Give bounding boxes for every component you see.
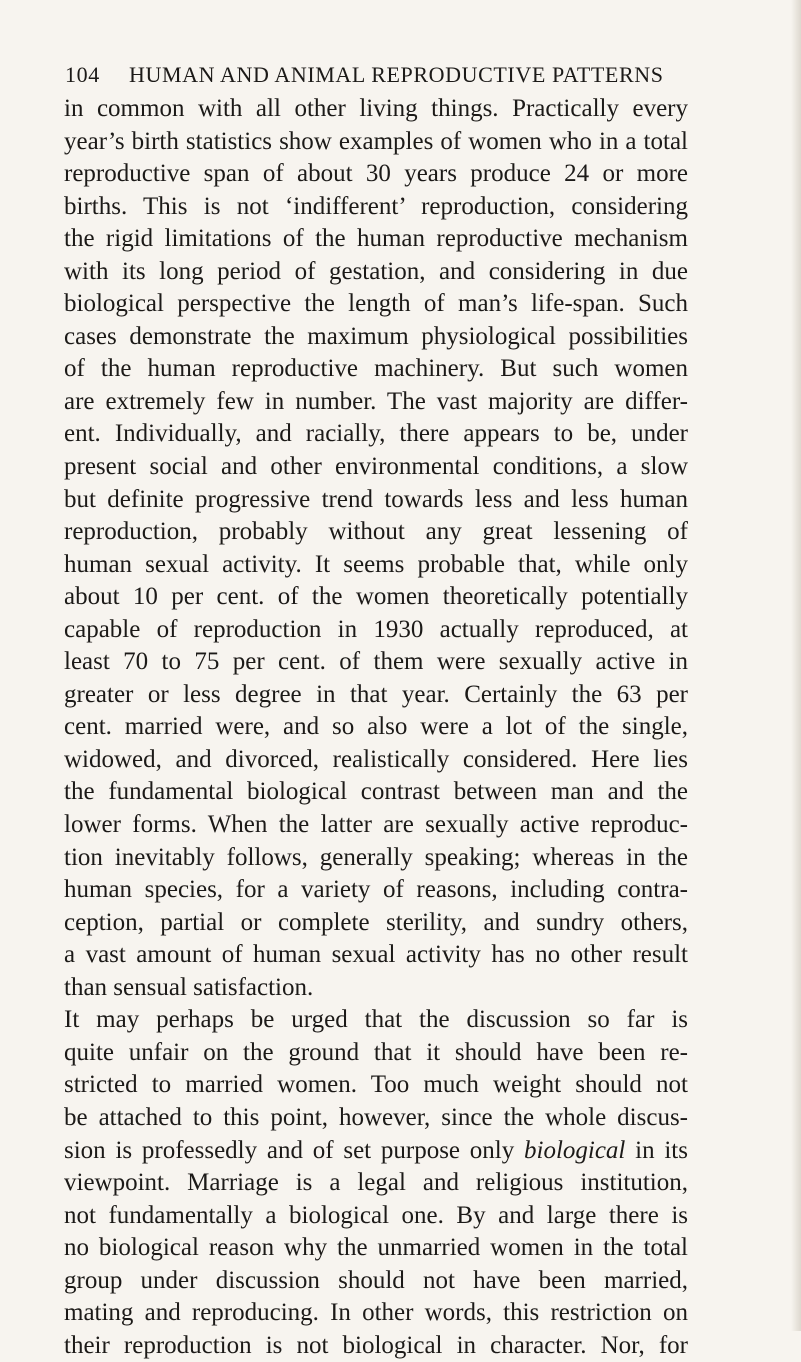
text-segment: in its — [635, 1136, 688, 1164]
text-line: ent. Individually, and racially, there appears to be, under — [64, 420, 688, 448]
text-line: cases demonstrate the maximum physiological possibilities — [64, 322, 688, 350]
body-text — [64, 93, 688, 1362]
text-line: a vast amount of human sexual activity has no other result — [64, 941, 688, 969]
text-line: greater or less degree in that year. Certainly the 63 per — [64, 680, 688, 708]
text-line-paragraph-end: than sensual satisfaction. — [64, 973, 314, 1001]
text-line: biological perspective the length of man’s life-span. Such — [64, 290, 688, 318]
text-line: viewpoint. Marriage is a legal and religious institution, — [64, 1169, 688, 1197]
text-line: stricted to married women. Too much weight should not — [64, 1071, 688, 1099]
text-line: in common with all other living things. Practically every — [64, 95, 688, 122]
text-line: the fundamental biological contrast between man and the — [64, 778, 688, 806]
text-line: but definite progressive trend towards less and less human — [64, 485, 688, 513]
text-line: group under discussion should not have been married, — [64, 1266, 688, 1294]
text-line: widowed, and divorced, realistically considered. Here lies — [64, 745, 688, 773]
text-line: capable of reproduction in 1930 actually reproduced, at — [64, 615, 688, 643]
italic-word: biological — [524, 1136, 626, 1164]
text-line: with its long period of gestation, and considering in due — [64, 257, 688, 285]
text-line: cent. married were, and so also were a lot of the single, — [64, 713, 688, 741]
running-header — [65, 62, 685, 92]
running-title: HUMAN AND ANIMAL REPRODUCTIVE PATTERNS — [129, 62, 664, 87]
text-segment: sion is professedly and of set purpose only — [64, 1136, 515, 1164]
text-line: mating and reproducing. In other words, this restriction on — [64, 1299, 688, 1327]
text-line: present social and other environmental conditions, a slow — [64, 453, 688, 481]
text-line: about 10 per cent. of the women theoretically potentially — [64, 583, 688, 611]
text-line-paragraph-start: It may perhaps be urged that the discussion so far is — [64, 1006, 688, 1034]
text-line: reproduction, probably without any great lessening of — [64, 518, 688, 546]
text-line: of the human reproductive machinery. But such women — [64, 355, 688, 383]
text-line: human species, for a variety of reasons, including contra- — [64, 876, 688, 904]
text-line: births. This is not ‘indifferent’ reproduction, considering — [64, 192, 688, 220]
text-line: no biological reason why the unmarried women in the total — [64, 1234, 688, 1262]
text-line: the rigid limitations of the human reproductive mechanism — [64, 225, 688, 253]
text-line: tion inevitably follows, generally speaking; whereas in the — [64, 843, 688, 871]
text-line: be attached to this point, however, since the whole discus- — [64, 1103, 688, 1131]
text-line: quite unfair on the ground that it should have been re- — [64, 1038, 688, 1066]
text-line: ception, partial or complete sterility, and sundry others, — [64, 908, 688, 936]
page-edge-shadow — [791, 0, 801, 1331]
page-number: 104 — [65, 62, 100, 87]
text-line: not fundamentally a biological one. By and large there is — [64, 1201, 688, 1229]
text-line: least 70 to 75 per cent. of them were sexually active in — [64, 648, 688, 676]
text-line: are extremely few in number. The vast majority are differ- — [64, 387, 688, 415]
text-line-with-italic — [64, 1135, 688, 1168]
text-line: their reproduction is not biological in character. Nor, for — [64, 1331, 688, 1359]
text-line: reproductive span of about 30 years produce 24 or more — [64, 160, 688, 188]
text-line: year’s birth statistics show examples of women who in a total — [64, 127, 688, 155]
text-line: human sexual activity. It seems probable that, while only — [64, 550, 688, 578]
text-line: lower forms. When the latter are sexually active reproduc- — [64, 811, 688, 839]
